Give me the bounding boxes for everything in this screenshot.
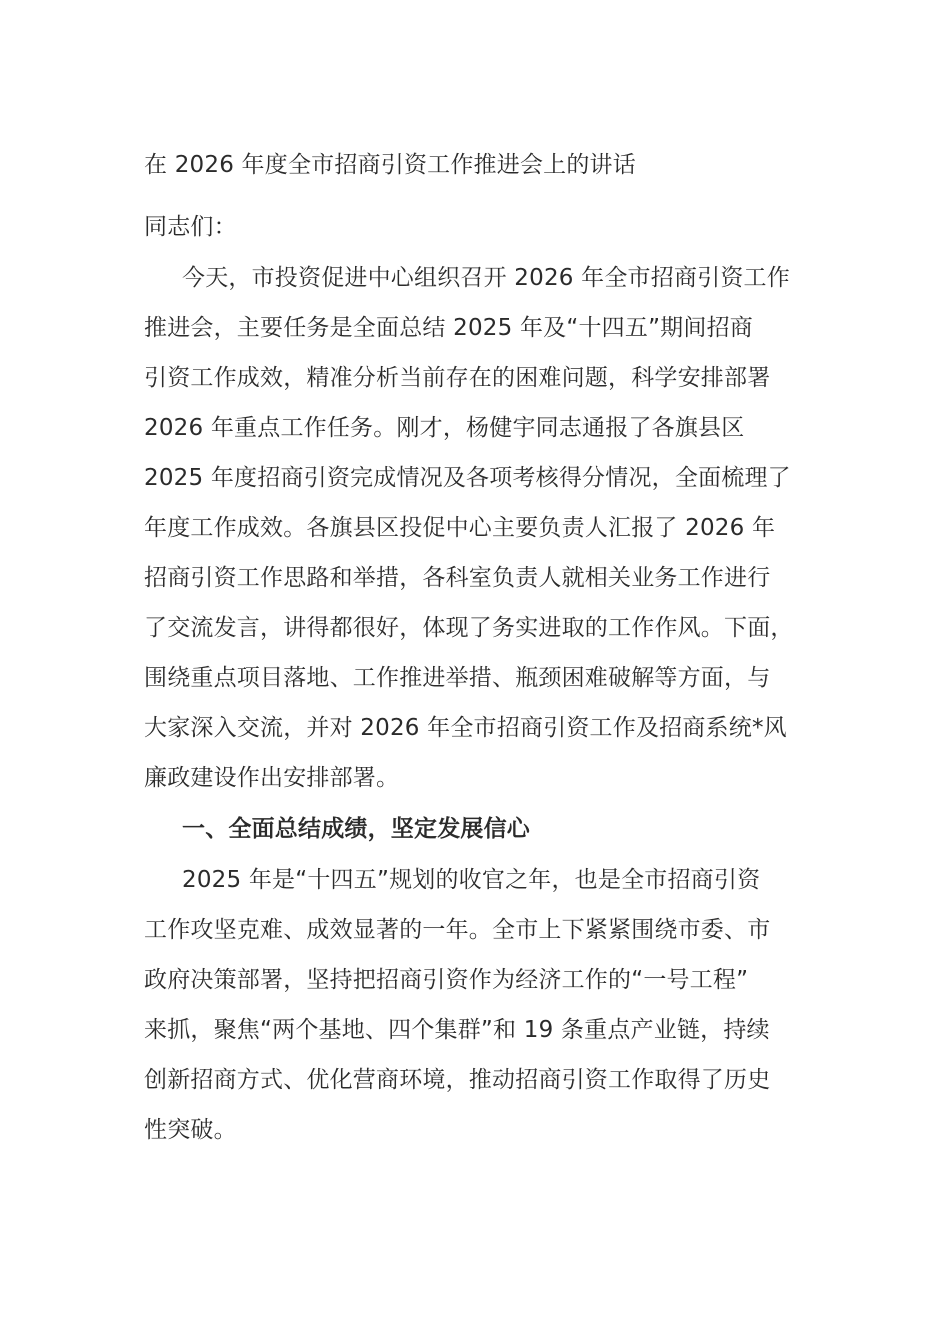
paragraph-line: 了交流发言，讲得都很好，体现了务实进取的工作作风。下面， — [144, 615, 794, 641]
paragraph-line: 围绕重点项目落地、工作推进举措、瓶颈困难破解等方面，与 — [144, 665, 771, 691]
paragraph-line: 2025 年是“十四五”规划的收官之年，也是全市招商引资 — [182, 867, 761, 893]
paragraph-line: 2026 年重点工作任务。刚才，杨健宇同志通报了各旗县区 — [144, 415, 745, 441]
paragraph-line: 2025 年度招商引资完成情况及各项考核得分情况，全面梳理了 — [144, 465, 791, 491]
section-heading: 一、全面总结成绩，坚定发展信心 — [182, 816, 530, 842]
paragraph-line: 创新招商方式、优化营商环境，推动招商引资工作取得了历史 — [144, 1067, 771, 1093]
paragraph-line: 年度工作成效。各旗县区投促中心主要负责人汇报了 2026 年 — [144, 515, 776, 541]
paragraph-line: 廉政建设作出安排部署。 — [144, 765, 400, 791]
paragraph-line: 大家深入交流，并对 2026 年全市招商引资工作及招商系统*风 — [144, 715, 787, 741]
paragraph-line: 工作攻坚克难、成效显著的一年。全市上下紧紧围绕市委、市 — [144, 917, 771, 943]
document-title: 在 2026 年度全市招商引资工作推进会上的讲话 — [144, 152, 636, 178]
paragraph-line: 来抓，聚焦“两个基地、四个集群”和 19 条重点产业链，持续 — [144, 1017, 770, 1043]
paragraph-line: 今天，市投资促进中心组织召开 2026 年全市招商引资工作 — [182, 265, 790, 291]
paragraph-line: 推进会，主要任务是全面总结 2025 年及“十四五”期间招商 — [144, 315, 753, 341]
paragraph-line: 性突破。 — [144, 1117, 237, 1143]
paragraph-line: 招商引资工作思路和举措，各科室负责人就相关业务工作进行 — [144, 565, 771, 591]
paragraph-line: 引资工作成效，精准分析当前存在的困难问题，科学安排部署 — [144, 365, 771, 391]
paragraph-line: 政府决策部署，坚持把招商引资作为经济工作的“一号工程” — [144, 967, 749, 993]
salutation: 同志们： — [144, 214, 237, 240]
